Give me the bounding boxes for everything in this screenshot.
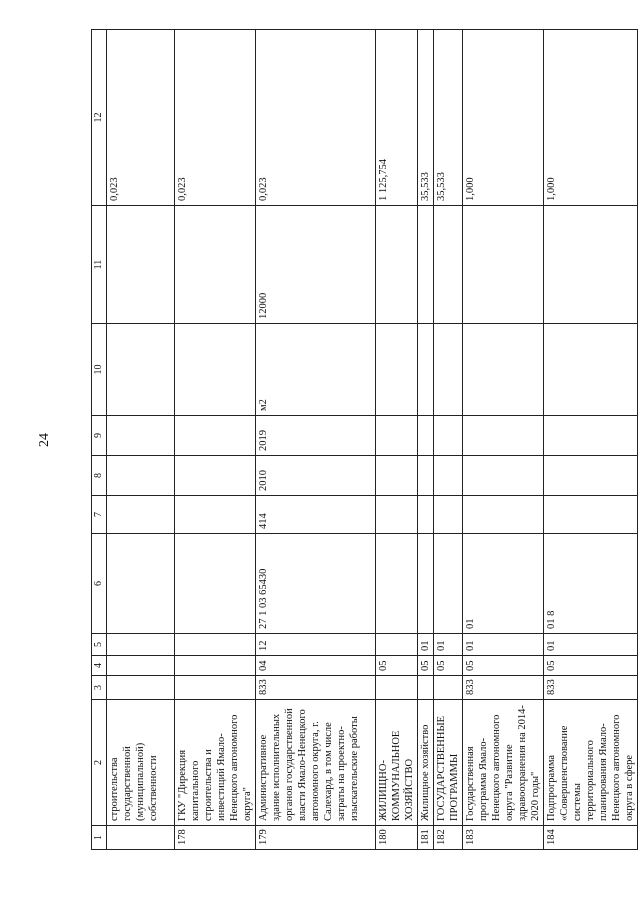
table-row (107, 30, 175, 850)
cell-col-10 (376, 324, 418, 416)
cell-col-5 (376, 634, 418, 656)
cell-col-11: 12000 (256, 206, 376, 324)
cell-col-11 (434, 206, 463, 324)
cell-col-4: 05 (418, 656, 434, 676)
cell-col-7 (418, 496, 434, 534)
cell-col-1: 179 (256, 826, 376, 850)
cell-col-7 (107, 496, 175, 534)
cell-col-10: м2 (256, 324, 376, 416)
cell-col-9 (175, 416, 256, 456)
cell-col-8 (175, 456, 256, 496)
cell-col-8 (376, 456, 418, 496)
cell-col-2: Государственная программа Ямало-Ненецкого автономного округа "Развитие здравоохранения на 2014-2020 годы" (463, 700, 544, 826)
cell-col-3 (175, 676, 256, 700)
cell-col-5 (175, 634, 256, 656)
table-row (256, 30, 376, 850)
cell-col-4: 05 (463, 656, 544, 676)
cell-col-12: 35,533 (434, 30, 463, 206)
cell-col-3 (434, 676, 463, 700)
cell-col-4: 04 (256, 656, 376, 676)
cell-col-8 (107, 456, 175, 496)
cell-col-1: 180 (376, 826, 418, 850)
cell-col-4: 05 (434, 656, 463, 676)
cell-col-8 (544, 456, 638, 496)
cell-col-8: 2010 (256, 456, 376, 496)
cell-col-2: Административное здание исполнительных органов государственной власти Ямало-Ненецкого автономного округа, г. Салехард, в том числе затраты на проектно-изыскательские работы (256, 700, 376, 826)
cell-col-12: 0,023 (175, 30, 256, 206)
cell-col-2: ЖИЛИЩНО-КОММУНАЛЬНОЕ ХОЗЯЙСТВО (376, 700, 418, 826)
cell-col-4: 05 (376, 656, 418, 676)
cell-col-3 (107, 676, 175, 700)
column-header-6: 6 (92, 534, 107, 634)
cell-col-1: 181 (418, 826, 434, 850)
table-header (92, 30, 107, 850)
cell-col-9 (107, 416, 175, 456)
cell-col-5: 01 (544, 634, 638, 656)
cell-col-4 (175, 656, 256, 676)
table-row (434, 30, 463, 850)
table-row (463, 30, 544, 850)
cell-col-10 (418, 324, 434, 416)
cell-col-11 (418, 206, 434, 324)
cell-col-7 (376, 496, 418, 534)
cell-col-2: Жилищное хозяйство (418, 700, 434, 826)
cell-col-1: 183 (463, 826, 544, 850)
column-header-7: 7 (92, 496, 107, 534)
cell-col-2: ГКУ "Дирекция капитального строительства и инвестиций Ямало-Ненецкого автономного округа" (175, 700, 256, 826)
cell-col-9 (418, 416, 434, 456)
cell-col-9 (376, 416, 418, 456)
column-header-11: 11 (92, 206, 107, 324)
cell-col-4: 05 (544, 656, 638, 676)
cell-col-3 (418, 676, 434, 700)
cell-col-10 (544, 324, 638, 416)
cell-col-3 (376, 676, 418, 700)
column-header-4: 4 (92, 656, 107, 676)
cell-col-6 (376, 534, 418, 634)
cell-col-12: 0,023 (107, 30, 175, 206)
column-header-1: 1 (92, 826, 107, 850)
header-row (92, 30, 107, 850)
table-row (544, 30, 638, 850)
table-body (107, 30, 638, 850)
cell-col-5: 12 (256, 634, 376, 656)
cell-col-4 (107, 656, 175, 676)
cell-col-5: 01 (418, 634, 434, 656)
cell-col-6 (175, 534, 256, 634)
column-header-12: 12 (92, 30, 107, 206)
cell-col-7 (463, 496, 544, 534)
cell-col-1: 182 (434, 826, 463, 850)
data-table (91, 29, 638, 850)
cell-col-9 (434, 416, 463, 456)
cell-col-1 (107, 826, 175, 850)
column-header-8: 8 (92, 456, 107, 496)
cell-col-2: ГОСУДАРСТВЕННЫЕ ПРОГРАММЫ (434, 700, 463, 826)
cell-col-2: Подпрограмма «Совершенствование системы территориального планирования Ямало-Ненецкого автономного округа в сфере (544, 700, 638, 826)
cell-col-3: 833 (463, 676, 544, 700)
page-number: 24 (37, 433, 52, 447)
cell-col-3: 833 (544, 676, 638, 700)
cell-col-12: 35,533 (418, 30, 434, 206)
cell-col-10 (463, 324, 544, 416)
cell-col-6 (107, 534, 175, 634)
table-row (418, 30, 434, 850)
cell-col-12: 1,000 (544, 30, 638, 206)
cell-col-11 (175, 206, 256, 324)
table-row (175, 30, 256, 850)
cell-col-6: 27 1 03 65430 (256, 534, 376, 634)
cell-col-2: строительства государственной (муниципальной) собственности (107, 700, 175, 826)
table-row (376, 30, 418, 850)
cell-col-11 (463, 206, 544, 324)
cell-col-11 (107, 206, 175, 324)
cell-col-12: 1,000 (463, 30, 544, 206)
cell-col-10 (175, 324, 256, 416)
column-header-9: 9 (92, 416, 107, 456)
cell-col-12: 1 125,754 (376, 30, 418, 206)
cell-col-5: 01 (434, 634, 463, 656)
cell-col-11 (544, 206, 638, 324)
cell-col-1: 178 (175, 826, 256, 850)
cell-col-9: 2019 (256, 416, 376, 456)
cell-col-6: 01 (463, 534, 544, 634)
cell-col-9 (463, 416, 544, 456)
column-header-10: 10 (92, 324, 107, 416)
cell-col-7 (434, 496, 463, 534)
cell-col-6: 01 8 (544, 534, 638, 634)
cell-col-7 (544, 496, 638, 534)
cell-col-7: 414 (256, 496, 376, 534)
cell-col-8 (434, 456, 463, 496)
column-header-5: 5 (92, 634, 107, 656)
column-header-3: 3 (92, 676, 107, 700)
column-header-2: 2 (92, 700, 107, 826)
cell-col-1: 184 (544, 826, 638, 850)
cell-col-6 (434, 534, 463, 634)
cell-col-9 (544, 416, 638, 456)
cell-col-12: 0,023 (256, 30, 376, 206)
cell-col-6 (418, 534, 434, 634)
cell-col-7 (175, 496, 256, 534)
cell-col-8 (418, 456, 434, 496)
cell-col-10 (107, 324, 175, 416)
cell-col-11 (376, 206, 418, 324)
cell-col-3: 833 (256, 676, 376, 700)
cell-col-5: 01 (463, 634, 544, 656)
cell-col-5 (107, 634, 175, 656)
cell-col-10 (434, 324, 463, 416)
rotated-table-wrapper (91, 30, 635, 850)
cell-col-8 (463, 456, 544, 496)
